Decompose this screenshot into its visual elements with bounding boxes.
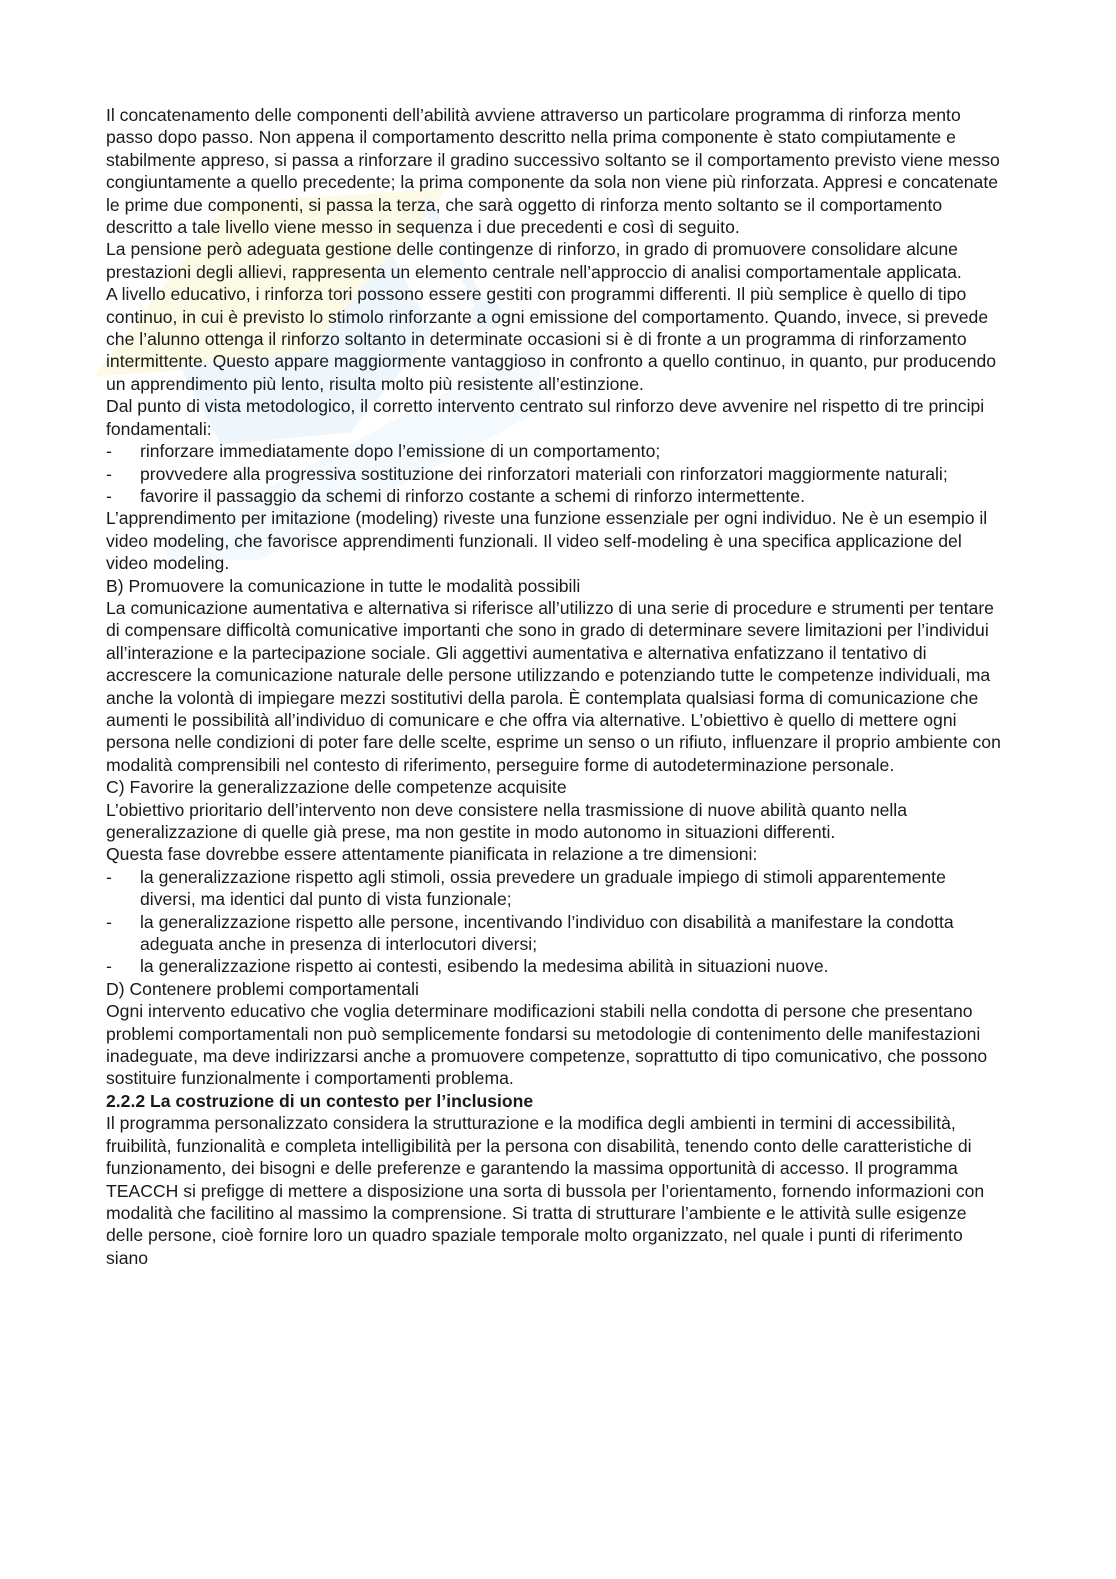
list-item xyxy=(106,955,1006,977)
dimensions-list xyxy=(106,866,1006,978)
subsection-title: C) Favorire la generalizzazione delle competenze acquisite xyxy=(106,777,567,798)
paragraph: Il programma personalizzato considera la strutturazione e la modifica degli ambienti in termini di accessibilità, fruibilità, funzionalità e completa intelligibilità per la persona con disabilità, tenendo conto delle caratteristiche di funzionamento, dei bisogni e delle preferenze e garantendo la massima opportunità di accesso. Il programma TEACCH si prefigge di mettere a disposizione una sorta di bussola per l’orientamento, fornendo informazioni con modalità che facilitino al massimo la comprensione. Si tratta di strutturare l’ambiente e le attività sulle esigenze delle persone, cioè fornire loro un quadro spaziale temporale molto organizzato, nel quale i punti di riferimento siano xyxy=(106,1113,985,1268)
document-page xyxy=(106,104,1006,1269)
paragraph: La pensione però adeguata gestione delle contingenze di rinforzo, in grado di promuovere consolidare alcune prestazioni degli allievi, rappresenta un elemento centrale nell’approccio di analisi comportamentale applicata. xyxy=(106,239,962,282)
bullet-dash: - xyxy=(106,441,112,462)
list-item-text: rinforzare immediatamente dopo l’emissione di un comportamento; xyxy=(140,441,661,462)
bullet-dash: - xyxy=(106,956,112,977)
list-item xyxy=(106,485,1006,507)
bullet-dash: - xyxy=(106,463,112,484)
bullet-dash: - xyxy=(106,911,112,932)
paragraph: La comunicazione aumentativa e alternativa si riferisce all’utilizzo di una serie di procedure e strumenti per tentare di compensare difficoltà comunicative importanti che sono in grado di determinare severe limitazioni per l’individui all’interazione e la partecipazione sociale. Gli aggettivi aumentativa e alternativa enfatizzano il tentativo di accrescere la comunicazione naturale delle persone utilizzando e potenziando tutte le competenze individuali, ma anche la volontà di impiegare mezzi sostitutivi della parola. È contemplata qualsiasi forma di comunicazione che aumenti le possibilità all’individuo di comunicare e che offra via alternative. L’obiettivo è quello di mettere ogni persona nelle condizioni di poter fare delle scelte, esprime un senso o un rifiuto, influenzare il proprio ambiente con modalità comprensibili nel contesto di riferimento, perseguire forme di autodeterminazione personale. xyxy=(106,597,1001,775)
list-item xyxy=(106,440,1006,462)
list-item xyxy=(106,911,1006,956)
paragraph: Questa fase dovrebbe essere attentamente pianificata in relazione a tre dimensioni: xyxy=(106,844,758,865)
list-item xyxy=(106,866,1006,911)
paragraph: L’apprendimento per imitazione (modeling) riveste una funzione essenziale per ogni individuo. Ne è un esempio il video modeling, che favorisce apprendimenti funzionali. Il video self-modeling è una specifica applicazione del video modeling. xyxy=(106,508,988,574)
list-item-text: provvedere alla progressiva sostituzione dei rinforzatori materiali con rinforzatori maggiormente naturali; xyxy=(140,463,948,484)
principles-list xyxy=(106,440,1006,507)
bullet-dash: - xyxy=(106,866,112,887)
paragraph: Il concatenamento delle componenti dell’abilità avviene attraverso un particolare programma di rinforza mento passo dopo passo. Non appena il comportamento descritto nella prima componente è stato compiutamente e stabilmente appreso, si passa a rinforzare il gradino successivo soltanto se il comportamento previsto viene messo congiuntamente a quello precedente; la prima componente da sola non viene più rinforzata. Appresi e concatenate le prime due componenti, si passa la terza, che sarà oggetto di rinforza mento soltanto se il comportamento descritto a tale livello viene messo in sequenza i due precedenti e così di seguito. xyxy=(106,105,1000,238)
list-item-text: favorire il passaggio da schemi di rinforzo costante a schemi di rinforzo intermettente. xyxy=(140,485,805,506)
list-item xyxy=(106,463,1006,485)
bullet-dash: - xyxy=(106,485,112,506)
paragraph: Ogni intervento educativo che voglia determinare modificazioni stabili nella condotta di persone che presentano problemi comportamentali non può semplicemente fondarsi su metodologie di contenimento delle manifestazioni inadeguate, ma deve indirizzarsi anche a promuovere competenze, soprattutto di tipo comunicativo, che possono sostituire funzionalmente i comportamenti problema. xyxy=(106,1001,988,1089)
paragraph: A livello educativo, i rinforza tori possono essere gestiti con programmi differenti. Il più semplice è quello di tipo continuo, in cui è previsto lo stimolo rinforzante a ogni emissione del comportamento. Quando, invece, si prevede che l’alunno ottenga il rinforzo soltanto in determinate occasioni si è di fronte a un programma di rinforzamento intermittente. Questo appare maggiormente vantaggioso in confronto a quello continuo, in quanto, pur producendo un apprendimento più lento, risulta molto più resistente all’estinzione. xyxy=(106,284,997,394)
subsection-title: B) Promuovere la comunicazione in tutte le modalità possibili xyxy=(106,575,581,596)
list-item-text: la generalizzazione rispetto alle persone, incentivando l’individuo con disabilità a manifestare la condotta adeguata anche in presenza di interlocutori diversi; xyxy=(140,911,954,955)
paragraph: L’obiettivo prioritario dell’intervento non deve consistere nella trasmissione di nuove abilità quanto nella generalizzazione di quelle già prese, ma non gestite in modo autonomo in situazioni differenti. xyxy=(106,799,907,842)
list-item-text: la generalizzazione rispetto ai contesti, esibendo la medesima abilità in situazioni nuove. xyxy=(140,956,829,977)
paragraph: Dal punto di vista metodologico, il corretto intervento centrato sul rinforzo deve avvenire nel rispetto di tre principi fondamentali: xyxy=(106,396,985,439)
section-heading: 2.2.2 La costruzione di un contesto per l’inclusione xyxy=(106,1090,534,1111)
list-item-text: la generalizzazione rispetto agli stimoli, ossia prevedere un graduale impiego di stimoli apparentemente diversi, ma identici dal punto di vista funzionale; xyxy=(140,866,946,910)
subsection-title: D) Contenere problemi comportamentali xyxy=(106,978,419,999)
